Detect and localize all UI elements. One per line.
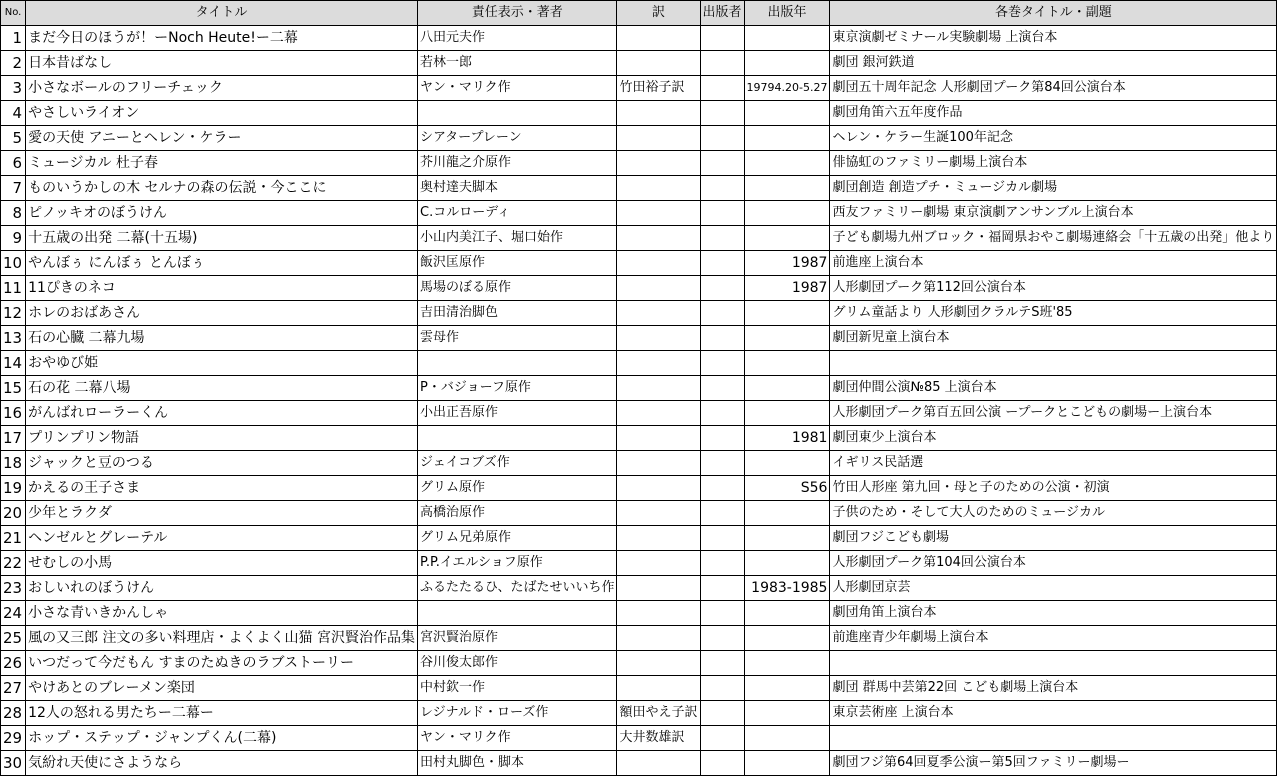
cell-title: いつだって今だもん すまのたぬきのラブストーリー [26, 651, 418, 676]
cell-publisher [700, 651, 744, 676]
cell-author: P.P.イエルショフ原作 [418, 551, 617, 576]
header-year: 出版年 [744, 1, 830, 26]
header-translator: 訳 [617, 1, 700, 26]
cell-author: 小山内美江子、堀口始作 [418, 226, 617, 251]
cell-year [744, 26, 830, 51]
cell-title: やんぼぅ にんぼぅ とんぼぅ [26, 251, 418, 276]
cell-title: ヘンゼルとグレーテル [26, 526, 418, 551]
cell-publisher [700, 276, 744, 301]
cell-publisher [700, 701, 744, 726]
cell-year: S56 [744, 476, 830, 501]
cell-no: 20 [1, 501, 26, 526]
cell-subtitle: 劇団フジこども劇場 [830, 526, 1277, 551]
cell-author [418, 601, 617, 626]
cell-translator [617, 176, 700, 201]
table-row [1, 276, 1277, 301]
cell-translator: 竹田裕子訳 [617, 76, 700, 101]
cell-publisher [700, 351, 744, 376]
cell-year [744, 51, 830, 76]
table-row [1, 51, 1277, 76]
cell-author [418, 426, 617, 451]
cell-no: 19 [1, 476, 26, 501]
cell-author: ヤン・マリク作 [418, 76, 617, 101]
header-title: タイトル [26, 1, 418, 26]
cell-publisher [700, 426, 744, 451]
cell-subtitle: グリム童話より 人形劇団クラルテS班'85 [830, 301, 1277, 326]
cell-author: グリム原作 [418, 476, 617, 501]
cell-publisher [700, 151, 744, 176]
cell-year [744, 526, 830, 551]
table-row [1, 626, 1277, 651]
table-row [1, 576, 1277, 601]
cell-title: まだ今日のほうが！ーNoch Heute!ー二幕 [26, 26, 418, 51]
cell-subtitle: 東京演劇ゼミナール実験劇場 上演台本 [830, 26, 1277, 51]
cell-publisher [700, 526, 744, 551]
cell-year [744, 201, 830, 226]
cell-subtitle: 劇団角笛上演台本 [830, 601, 1277, 626]
cell-translator [617, 526, 700, 551]
cell-translator: 大井数雄訳 [617, 726, 700, 751]
cell-publisher [700, 626, 744, 651]
table-row [1, 526, 1277, 551]
table-row [1, 651, 1277, 676]
cell-subtitle: 人形劇団京芸 [830, 576, 1277, 601]
cell-publisher [700, 301, 744, 326]
cell-subtitle: 前進座上演台本 [830, 251, 1277, 276]
cell-translator [617, 476, 700, 501]
cell-subtitle: ヘレン・ケラー生誕100年記念 [830, 126, 1277, 151]
table-row [1, 76, 1277, 101]
table-row [1, 676, 1277, 701]
table-row [1, 751, 1277, 776]
cell-translator [617, 251, 700, 276]
header-author: 責任表示・著者 [418, 1, 617, 26]
cell-no: 17 [1, 426, 26, 451]
cell-subtitle: 劇団角笛六五年度作品 [830, 101, 1277, 126]
cell-publisher [700, 401, 744, 426]
cell-subtitle: 劇団フジ第64回夏季公演ー第5回ファミリー劇場ー [830, 751, 1277, 776]
cell-translator [617, 276, 700, 301]
cell-title: 石の心臓 二幕九場 [26, 326, 418, 351]
cell-year [744, 726, 830, 751]
cell-translator [617, 451, 700, 476]
cell-translator [617, 501, 700, 526]
cell-publisher [700, 451, 744, 476]
cell-author: 谷川俊太郎作 [418, 651, 617, 676]
table-row [1, 451, 1277, 476]
cell-title: ジャックと豆のつる [26, 451, 418, 476]
cell-year [744, 301, 830, 326]
cell-publisher [700, 476, 744, 501]
cell-year: 1987 [744, 251, 830, 276]
cell-translator [617, 426, 700, 451]
cell-no: 3 [1, 76, 26, 101]
cell-title: がんばれローラーくん [26, 401, 418, 426]
cell-subtitle: 前進座青少年劇場上演台本 [830, 626, 1277, 651]
table-row [1, 201, 1277, 226]
cell-title: 愛の天使 アニーとヘレン・ケラー [26, 126, 418, 151]
cell-title: プリンプリン物語 [26, 426, 418, 451]
cell-translator [617, 51, 700, 76]
cell-subtitle: 劇団東少上演台本 [830, 426, 1277, 451]
cell-author: 雲母作 [418, 326, 617, 351]
cell-subtitle: 劇団創造 創造プチ・ミュージカル劇場 [830, 176, 1277, 201]
cell-no: 4 [1, 101, 26, 126]
cell-no: 28 [1, 701, 26, 726]
cell-year [744, 401, 830, 426]
cell-title: ホップ・ステップ・ジャンプくん(二幕) [26, 726, 418, 751]
cell-subtitle: 劇団五十周年記念 人形劇団プーク第84回公演台本 [830, 76, 1277, 101]
cell-title: 11ぴきのネコ [26, 276, 418, 301]
cell-year [744, 176, 830, 201]
cell-no: 11 [1, 276, 26, 301]
table-row [1, 376, 1277, 401]
table-row [1, 476, 1277, 501]
cell-year [744, 651, 830, 676]
cell-subtitle: 人形劇団プーク第104回公演台本 [830, 551, 1277, 576]
cell-title: 日本昔ばなし [26, 51, 418, 76]
cell-year [744, 676, 830, 701]
cell-no: 6 [1, 151, 26, 176]
cell-title: ホレのおばあさん [26, 301, 418, 326]
cell-publisher [700, 676, 744, 701]
cell-title: 12人の怒れる男たちー二幕ー [26, 701, 418, 726]
table-row [1, 701, 1277, 726]
cell-title: ピノッキオのぼうけん [26, 201, 418, 226]
cell-year: 1987 [744, 276, 830, 301]
cell-translator [617, 626, 700, 651]
cell-subtitle: 竹田人形座 第九回・母と子のための公演・初演 [830, 476, 1277, 501]
cell-author: 飯沢匡原作 [418, 251, 617, 276]
cell-translator [617, 101, 700, 126]
cell-author: 吉田清治脚色 [418, 301, 617, 326]
cell-author: P・バジョーフ原作 [418, 376, 617, 401]
cell-no: 24 [1, 601, 26, 626]
cell-no: 30 [1, 751, 26, 776]
cell-translator [617, 326, 700, 351]
cell-title: 小さなボールのフリーチェック [26, 76, 418, 101]
cell-no: 8 [1, 201, 26, 226]
cell-subtitle: 劇団 群馬中芸第22回 こども劇場上演台本 [830, 676, 1277, 701]
cell-no: 21 [1, 526, 26, 551]
table-row [1, 351, 1277, 376]
cell-author: ふるたたるひ、たばたせいいち作 [418, 576, 617, 601]
cell-year [744, 151, 830, 176]
cell-subtitle: 劇団仲間公演№85 上演台本 [830, 376, 1277, 401]
cell-author: レジナルド・ローズ作 [418, 701, 617, 726]
cell-translator [617, 126, 700, 151]
cell-title: 少年とラクダ [26, 501, 418, 526]
cell-title: かえるの王子さま [26, 476, 418, 501]
cell-publisher [700, 601, 744, 626]
cell-title: おやゆび姫 [26, 351, 418, 376]
cell-translator [617, 351, 700, 376]
cell-author: 田村丸脚色・脚本 [418, 751, 617, 776]
cell-year: 19794.20-5.27 [744, 76, 830, 101]
header-row [1, 1, 1277, 26]
header-no: No. [1, 1, 26, 26]
cell-author: 八田元夫作 [418, 26, 617, 51]
cell-year [744, 701, 830, 726]
table-row [1, 251, 1277, 276]
cell-author: 小出正吾原作 [418, 401, 617, 426]
cell-author: グリム兄弟原作 [418, 526, 617, 551]
cell-title: 気紛れ天使にさようなら [26, 751, 418, 776]
table-row [1, 326, 1277, 351]
cell-year [744, 751, 830, 776]
cell-year [744, 326, 830, 351]
cell-translator [617, 301, 700, 326]
cell-no: 26 [1, 651, 26, 676]
cell-publisher [700, 76, 744, 101]
header-subtitle: 各巻タイトル・副題 [830, 1, 1277, 26]
cell-subtitle: 子ども劇場九州ブロック・福岡県おやこ劇場連絡会「十五歳の出発」他より [830, 226, 1277, 251]
cell-no: 7 [1, 176, 26, 201]
cell-author: 若林一郎 [418, 51, 617, 76]
cell-author: 高橋治原作 [418, 501, 617, 526]
cell-title: おしいれのぼうけん [26, 576, 418, 601]
cell-no: 14 [1, 351, 26, 376]
cell-subtitle: 西友ファミリー劇場 東京演劇アンサンブル上演台本 [830, 201, 1277, 226]
cell-subtitle: 人形劇団プーク第百五回公演 ープークとこどもの劇場ー上演台本 [830, 401, 1277, 426]
cell-author: 宮沢賢治原作 [418, 626, 617, 651]
cell-no: 27 [1, 676, 26, 701]
cell-no: 18 [1, 451, 26, 476]
table-row [1, 726, 1277, 751]
cell-no: 22 [1, 551, 26, 576]
cell-no: 2 [1, 51, 26, 76]
table-row [1, 151, 1277, 176]
cell-no: 29 [1, 726, 26, 751]
table-row [1, 226, 1277, 251]
cell-year [744, 626, 830, 651]
cell-publisher [700, 376, 744, 401]
table-body [1, 26, 1277, 776]
cell-no: 12 [1, 301, 26, 326]
cell-year [744, 451, 830, 476]
cell-year [744, 601, 830, 626]
cell-publisher [700, 176, 744, 201]
table-row [1, 401, 1277, 426]
cell-title: やけあとのブレーメン楽団 [26, 676, 418, 701]
cell-title: 石の花 二幕八場 [26, 376, 418, 401]
cell-publisher [700, 201, 744, 226]
cell-author: 奥村達夫脚本 [418, 176, 617, 201]
cell-author [418, 351, 617, 376]
cell-year [744, 126, 830, 151]
cell-author: 馬場のぼる原作 [418, 276, 617, 301]
cell-translator [617, 376, 700, 401]
cell-title: ものいうかしの木 セルナの森の伝説・今ここに [26, 176, 418, 201]
cell-subtitle [830, 351, 1277, 376]
cell-title: ミュージカル 杜子春 [26, 151, 418, 176]
cell-no: 16 [1, 401, 26, 426]
cell-translator [617, 401, 700, 426]
table-row [1, 101, 1277, 126]
cell-subtitle [830, 651, 1277, 676]
cell-author: ヤン・マリク作 [418, 726, 617, 751]
cell-publisher [700, 126, 744, 151]
cell-title: 風の又三郎 注文の多い料理店・よくよく山猫 宮沢賢治作品集 [26, 626, 418, 651]
table-row [1, 601, 1277, 626]
cell-no: 10 [1, 251, 26, 276]
cell-year [744, 501, 830, 526]
cell-translator [617, 226, 700, 251]
cell-author: 中村欽一作 [418, 676, 617, 701]
cell-year: 1981 [744, 426, 830, 451]
cell-translator [617, 201, 700, 226]
cell-translator: 額田やえ子訳 [617, 701, 700, 726]
cell-publisher [700, 726, 744, 751]
header-publisher: 出版者 [700, 1, 744, 26]
cell-title: せむしの小馬 [26, 551, 418, 576]
cell-year [744, 551, 830, 576]
cell-subtitle: イギリス民話選 [830, 451, 1277, 476]
cell-publisher [700, 501, 744, 526]
cell-author [418, 101, 617, 126]
cell-publisher [700, 251, 744, 276]
table-row [1, 551, 1277, 576]
cell-publisher [700, 101, 744, 126]
cell-subtitle: 劇団新児童上演台本 [830, 326, 1277, 351]
cell-subtitle: 劇団 銀河鉄道 [830, 51, 1277, 76]
cell-translator [617, 676, 700, 701]
cell-no: 15 [1, 376, 26, 401]
cell-publisher [700, 226, 744, 251]
cell-publisher [700, 551, 744, 576]
table-row [1, 176, 1277, 201]
table-row [1, 426, 1277, 451]
cell-author: 芥川龍之介原作 [418, 151, 617, 176]
cell-author: ジェイコブズ作 [418, 451, 617, 476]
cell-no: 13 [1, 326, 26, 351]
cell-year [744, 101, 830, 126]
cell-translator [617, 651, 700, 676]
cell-translator [617, 551, 700, 576]
cell-translator [617, 751, 700, 776]
table-row [1, 126, 1277, 151]
cell-publisher [700, 26, 744, 51]
cell-translator [617, 151, 700, 176]
table-row [1, 26, 1277, 51]
cell-publisher [700, 751, 744, 776]
cell-publisher [700, 326, 744, 351]
cell-author: シアタープレーン [418, 126, 617, 151]
cell-publisher [700, 576, 744, 601]
table-row [1, 301, 1277, 326]
cell-subtitle [830, 726, 1277, 751]
cell-title: 十五歳の出発 二幕(十五場) [26, 226, 418, 251]
cell-no: 23 [1, 576, 26, 601]
cell-subtitle: 俳協虹のファミリー劇場上演台本 [830, 151, 1277, 176]
cell-publisher [700, 51, 744, 76]
cell-year [744, 226, 830, 251]
cell-translator [617, 576, 700, 601]
cell-year [744, 376, 830, 401]
table-row [1, 501, 1277, 526]
cell-author: C.コルローディ [418, 201, 617, 226]
cell-title: 小さな青いきかんしゃ [26, 601, 418, 626]
cell-translator [617, 26, 700, 51]
cell-no: 5 [1, 126, 26, 151]
cell-subtitle: 子供のため・そして大人のためのミュージカル [830, 501, 1277, 526]
cell-translator [617, 601, 700, 626]
cell-no: 25 [1, 626, 26, 651]
cell-subtitle: 人形劇団プーク第112回公演台本 [830, 276, 1277, 301]
cell-year [744, 351, 830, 376]
cell-title: やさしいライオン [26, 101, 418, 126]
cell-no: 9 [1, 226, 26, 251]
cell-no: 1 [1, 26, 26, 51]
cell-year: 1983-1985 [744, 576, 830, 601]
cell-subtitle: 東京芸術座 上演台本 [830, 701, 1277, 726]
